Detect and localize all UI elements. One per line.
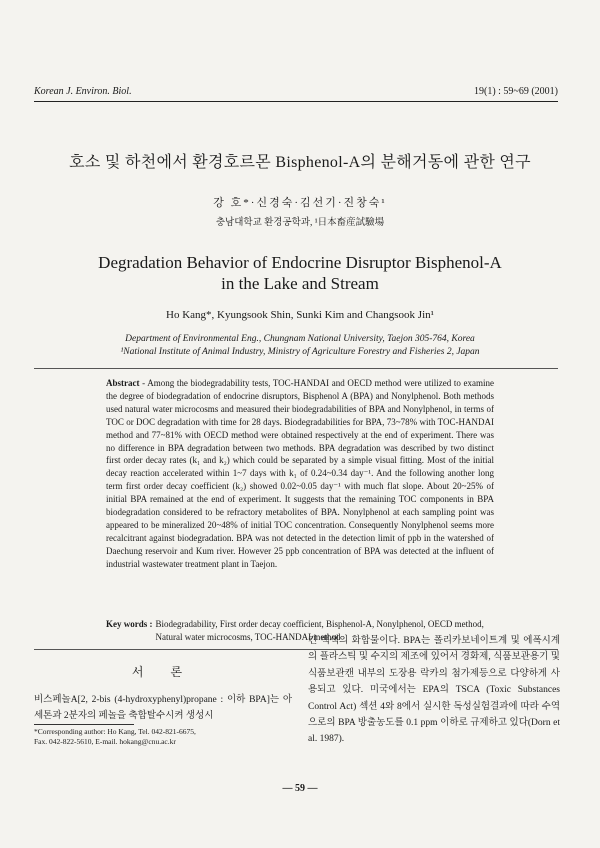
abstract [106, 377, 494, 571]
footnote [34, 727, 294, 747]
korean-affiliation: 충남대학교 환경공학과, ¹日本畜産試驗場 [215, 218, 385, 228]
journal-name: Korean J. Environ. Biol. [34, 86, 132, 97]
english-title-line1: Degradation Behavior of Endocrine Disruptor Bisphenol-A [98, 253, 502, 272]
header-rule [34, 101, 558, 102]
abstract-label: Abstract [106, 378, 140, 388]
abstract-text: - Among the biodegradability tests, TOC-HANDAI and OECD method were utilized to examine the degree of biodegradation of endocrine disruptors, Bisphenol A (BPA) and Nonylphenol. Both methods used natural water microcosms and measured their biodegradabilities of BPA and Nonylphenol, in terms of TOC or DOC degradation with time for 28 days. Biodegradabilities for BPA, 73~78% with TOC-HANDAI method and 77~81% with OECD method were obtained respectively at the end of experiment. There was no difference in BPA degradation between two methods. BPA degradation was described by two distinct first order decay rates (k₁ and k₂) which could be separated by a simple visual fitting. Most of the initial decay reaction accelerated within 1~7 days with k₁ of 0.24~0.34 day⁻¹. And the following another long term first order decay coefficient (k₂) showed 0.02~0.05 day⁻¹ with much flat slope. About 20~25% of initial BPA remained at the end of experiment. It suggests that the remaining TOC components in BPA biodegradation considered to be refractory metabolites of BPA. Nonylphenol at each sampling point was appeared to be mineralized 20~48% of initial TOC concentration. Consequently Nonylphenol seems more recalcitrant against biodegradation. BPA was not detected in the detection limit of ppb in the watershed of Daechung reservoir and Kum river. However 25 ppb concentration of BPA was detected at the influent of industrial wastewater treatment plant in Taejon. [106, 378, 495, 569]
keywords-text: Biodegradability, First order decay coefficient, Bisphenol-A, Nonylphenol, OECD method, Natural water microcosms, TOC-HANDAI method [155, 619, 484, 642]
affiliation-1: Department of Environmental Eng., Chungnam National University, Taejon 305-764, Korea [125, 334, 475, 344]
right-column [308, 633, 560, 748]
page-number: — 59 — [282, 783, 318, 794]
intro-left-text: 비스페놀A[2, 2-bis (4-hydroxyphenyl)propane : 이하 BPA]는 아세톤과 2분자의 페놀을 축합탈수시켜 생성시 [34, 695, 292, 721]
english-title [0, 252, 600, 294]
korean-title: 호소 및 하천에서 환경호르몬 Bisphenol-A의 분해거동에 관한 연구 [69, 154, 531, 171]
english-authors: Ho Kang*, Kyungsook Shin, Sunki Kim and Changsook Jin¹ [166, 309, 434, 321]
intro-right-text: 킨 백색의 화합물이다. BPA는 폴리카보네이트계 및 에폭시계의 플라스틱 및 수지의 제조에 있어서 경화제, 식품보관용기 및 식품보관캔 내부의 도장용 락카의 첨가제등으로 다양하게 사용되고 있다. 미국에서는 EPA의 TSCA (Toxic Substances Control Act) 섹션 4와 8에서 실시한 독성실험결과에 따라 수역으로의 BPA 방출농도를 0.1 ppm 이하로 규제하고 있다(Dorn et al. 1987). [308, 636, 560, 745]
english-affiliations [0, 333, 600, 359]
footnote-line2: Fax. 042-822-5610, E-mail. hokang@cnu.ac.kr [34, 737, 176, 746]
footnote-rule [34, 724, 134, 725]
abstract-top-rule [34, 368, 558, 369]
footnote-line1: *Corresponding author: Ho Kang, Tel. 042-821-6675, [34, 727, 196, 736]
keywords-label: Key words : [106, 619, 153, 629]
left-column [34, 656, 292, 724]
affiliation-2: ¹National Institute of Animal Industry, Ministry of Agriculture Forestry and Fisheries 2, Japan [120, 347, 480, 357]
running-header [34, 86, 558, 97]
section-heading-intro: 서 론 [131, 665, 195, 679]
citation: 19(1) : 59~69 (2001) [473, 86, 558, 97]
english-title-line2: in the Lake and Stream [221, 274, 379, 293]
korean-authors: 강 호*·신경숙·김선기·진창숙¹ [213, 197, 387, 209]
